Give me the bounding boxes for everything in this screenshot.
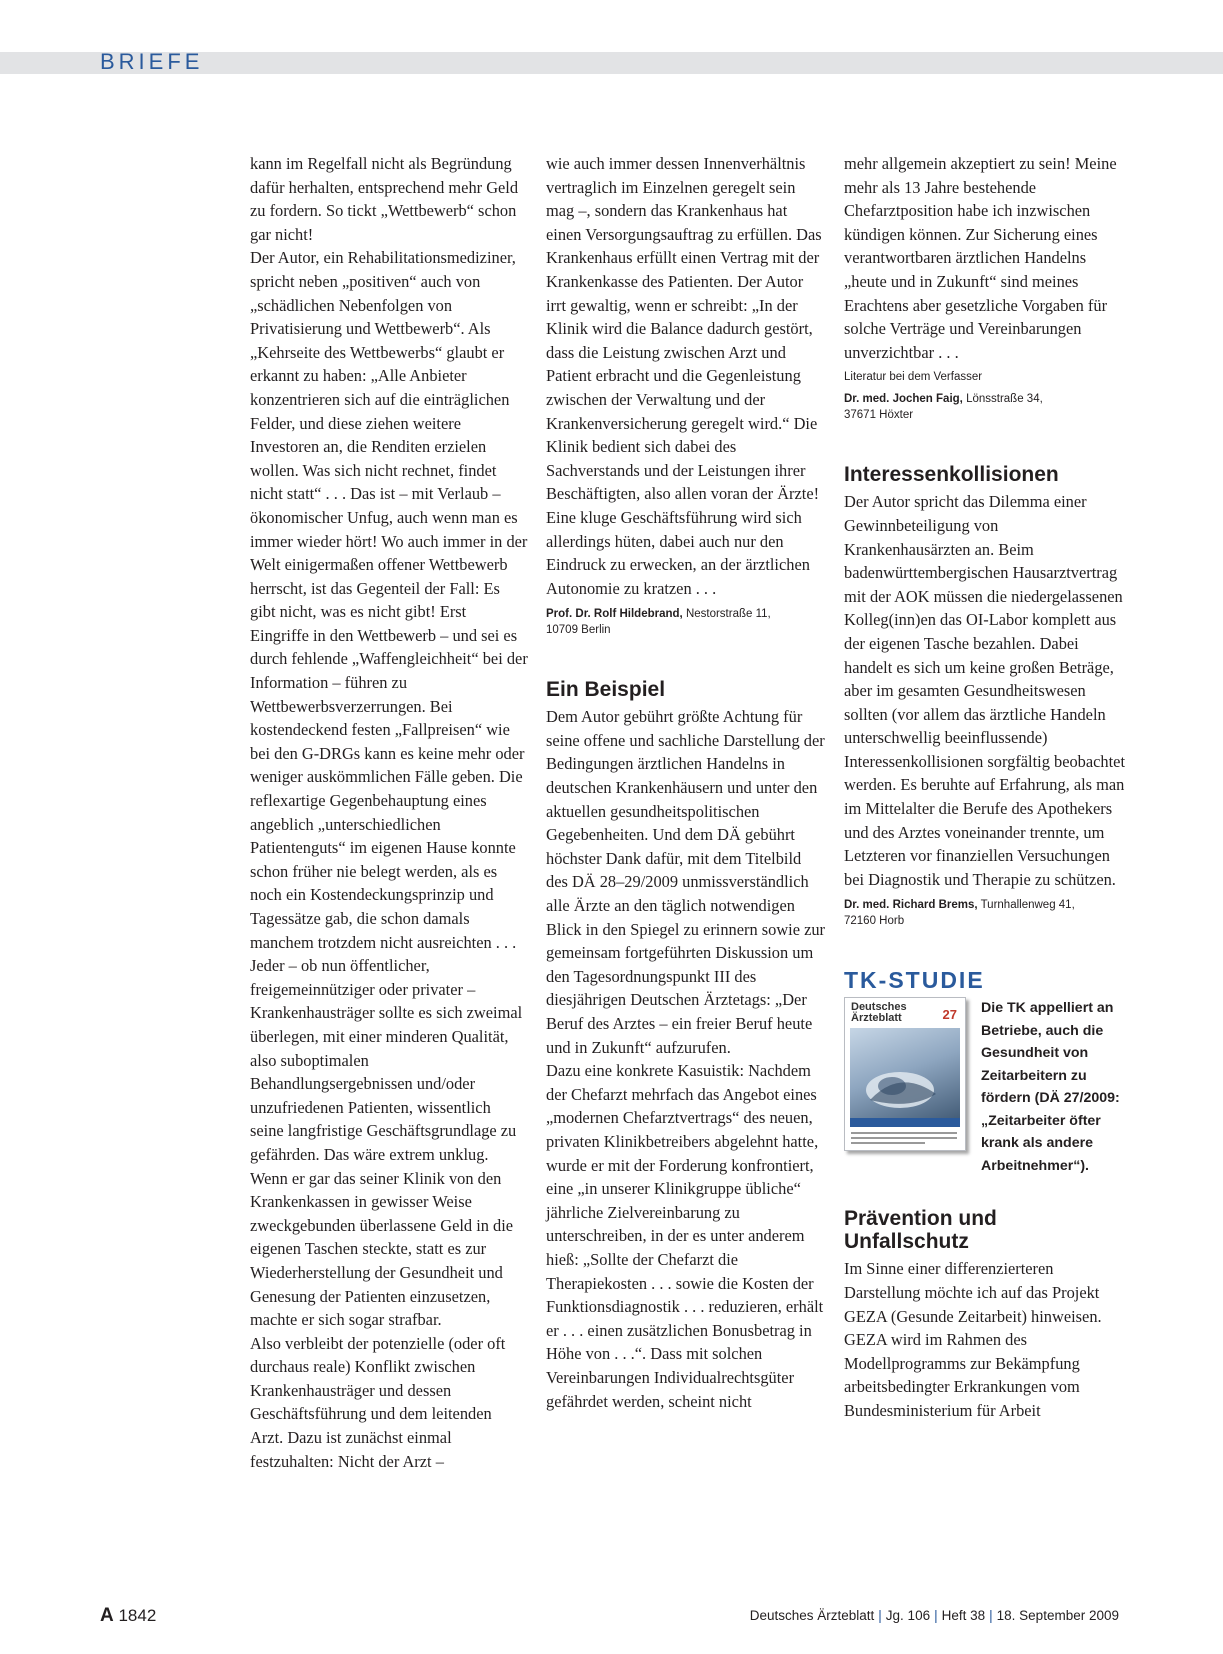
page-number-value: 1842: [118, 1606, 157, 1625]
tk-studie-box: [844, 997, 1126, 1185]
letter-signature: [546, 606, 826, 638]
cover-photo: [850, 1028, 960, 1126]
journal-footer: [750, 1608, 1119, 1623]
letter-heading: Interessenkollisionen: [844, 463, 1059, 487]
cover-title: Deutsches Ärzteblatt: [851, 1001, 907, 1025]
separator: |: [989, 1608, 993, 1623]
magazine-cover-image: [844, 997, 966, 1151]
cover-text-lines: [851, 1132, 957, 1147]
signature-city: 72160 Horb: [844, 915, 905, 928]
paragraph: Der Autor spricht das Dilemma einer Gewinnbeteiligung von Krankenhausärzten an. Beim badenwürttembergischen Hausarztvertrag mit der AOK müssen die niedergelassenen Kolleg(inn)en das OI-Labor komplett aus der eigenen Tasche bezahlen. Dabei handelt es sich um keine großen Beträge, aber im gesamten Gesundheitswesen sollten (vor allem das ärztliche Handeln unterschwellig beeinflussende) Interessenkollisionen sorgfältig beobachtet werden. Es beruhte auf Erfahrung, als man im Mittelalter die Berufe des Apothekers und des Arztes voneinander trennte, um Letzteren vor finanziellen Versuchungen bei Diagnostik und Therapie zu schützen.: [844, 492, 1125, 889]
signature-address: Nestorstraße 11,: [685, 608, 771, 621]
signature-name: Dr. med. Jochen Faig,: [844, 393, 963, 406]
section-label: BRIEFE: [100, 49, 204, 74]
column-1: [250, 152, 528, 1473]
signature-city: 10709 Berlin: [546, 624, 611, 637]
journal-volume: Jg. 106: [885, 1608, 931, 1623]
paragraph: Dem Autor gebührt größte Achtung für seine offene und sachliche Darstellung der Bedingungen ärztlichen Handelns in deutschen Krankenhäusern und unter den aktuellen gesundheitspolitischen Gegebenheiten. Und dem DÄ gebührt höchster Dank dafür, mit dem Titelbild des DÄ 28–29/2009 unmissverständlich alle Ärzte an den täglich notwendigen Blick in den Spiegel zu erinnern sowie zur gemeinsam fortgeführten Diskussion um den Tagesordnungspunkt III des diesjährigen Deutschen Ärztetags: „Der Beruf des Arztes – ein freier Beruf heute und in Zukunft“ aufzurufen.: [546, 707, 826, 1057]
separator: |: [878, 1608, 882, 1623]
page-number: [100, 1605, 156, 1627]
paragraph: kann im Regelfall nicht als Begründung dafür herhalten, entsprechend mehr Geld zu fordern. So tickt „Wettbewerb“ schon gar nicht!: [250, 154, 519, 244]
paragraph: Der Autor, ein Rehabilitationsmediziner, spricht neben „positiven“ auch von „schädlichen Nebenfolgen von Privatisierung und Wettbewerb“. Als „Kehrseite des Wettbewerbs“ glaubt er erkannt zu haben: „Alle Anbieter konzentrieren sich auf die einträglichen Felder, und diese ziehen weitere Investoren an, die Renditen erzielen wollen. Was sich nicht rechnet, findet nicht statt“ . . . Das ist – mit Verlaub – ökonomischer Unfug, auch wenn man es immer wieder hört! Wo auch immer in der Welt einigermaßen offener Wettbewerb herrscht, ist das Gegenteil der Fall: Es gibt nicht, was es nicht gibt! Erst Eingriffe in den Wettbewerb – und sei es durch fehlende „Waffengleichheit“ bei der Information – führen zu Wettbewerbsverzerrungen. Bei kostendeckend festen „Fallpreisen“ wie bei den G-DRGs kann es keine mehr oder weniger auskömmlichen Fälle geben. Die reflexartige Gegenbehauptung eines angeblich „unterschiedlichen Patientenguts“ im eigenen Hause konnte schon früher nie belegt werden, als es noch ein Kostendeckungsprinzip und Tagessätze gab, die schon damals manchem trotzdem nicht ausreichten . . .: [250, 248, 528, 952]
letter-heading: Prävention und Unfallschutz: [844, 1207, 997, 1254]
letter-signature: [844, 897, 1126, 929]
signature-city: 37671 Höxter: [844, 409, 914, 422]
signature-address: Turnhallenweg 41,: [980, 899, 1075, 912]
column-3: [844, 152, 1126, 1423]
signature-name: Prof. Dr. Rolf Hildebrand,: [546, 608, 683, 621]
cover-issue-number: 27: [942, 1007, 957, 1023]
journal-issue: Heft 38: [941, 1608, 986, 1623]
cover-band: [850, 1118, 960, 1127]
literature-note: Literatur bei dem Verfasser: [844, 371, 983, 384]
letter-signature: [844, 391, 1126, 423]
tk-studie-text: Die TK appelliert an Betriebe, auch die Gesundheit von Zeitarbeitern zu fördern (DÄ 27/2009: „Zeitarbeiter öfter krank als andere Arbeitnehmer“).: [981, 1000, 1120, 1174]
tk-studie-heading: TK-STUDIE: [844, 967, 985, 994]
signature-address: Lönsstraße 34,: [966, 393, 1043, 406]
paragraph: Jeder – ob nun öffentlicher, freigemeinnütziger oder privater – Krankenhausträger sollte es sich zweimal überlegen, mit einer minderen Qualität, also suboptimalen Behandlungsergebnissen und/oder unzufriedenen Patienten, wissentlich seine langfristige Geschäftsgrundlage zu gefährden. Das wäre extrem unklug. Wenn er gar das seiner Klinik von den Krankenkassen in gewisser Weise zweckgebunden überlassene Geld in die eigenen Taschen steckte, statt es zur Wiederherstellung der Gesundheit und Genesung der Patienten einzusetzen, machte er sich sogar strafbar.: [250, 956, 523, 1330]
cover-photo-art: [850, 1028, 960, 1126]
journal-name: Deutsches Ärzteblatt: [749, 1608, 875, 1623]
letter-heading: Ein Beispiel: [546, 678, 666, 702]
page-letter: A: [100, 1605, 114, 1626]
paragraph: wie auch immer dessen Innenverhältnis vertraglich im Einzelnen geregelt sein mag –, sondern das Krankenhaus hat einen Versorgungsauftrag zu erfüllen. Das Krankenhaus erfüllt einen Vertrag mit der Krankenkasse des Patienten. Der Autor irrt gewaltig, wenn er schreibt: „In der Klinik wird die Balance dadurch gestört, dass die Leistung zwischen Arzt und Patient erbracht und die Gegenleistung zwischen der Verwaltung und der Krankenversicherung geregelt wird.“ Die Klinik bedient sich dabei des Sachverstands und der Leistungen ihrer Beschäftigten, also allen voran der Ärzte! Eine kluge Geschäftsführung wird sich allerdings hüten, dabei auch nur den Eindruck zu erwecken, an der ärztlichen Autonomie zu kratzen . . .: [546, 154, 822, 598]
signature-name: Dr. med. Richard Brems,: [844, 899, 978, 912]
journal-date: 18. September 2009: [996, 1608, 1119, 1623]
separator: |: [934, 1608, 938, 1623]
paragraph: mehr allgemein akzeptiert zu sein! Meine mehr als 13 Jahre bestehende Chefarztposition habe ich inzwischen kündigen können. Zur Sicherung eines verantwortbaren ärztlichen Handelns „heute und in Zukunft“ sind meines Erachtens aber gesetzliche Vorgaben für solche Verträge und Vereinbarungen unverzichtbar . . .: [844, 154, 1117, 362]
paragraph: Also verbleibt der potenzielle (oder oft durchaus reale) Konflikt zwischen Krankenhausträger und dessen Geschäftsführung und dem leitenden Arzt. Dazu ist zunächst einmal festzuhalten: Nicht der Arzt –: [250, 1333, 506, 1471]
paragraph: Im Sinne einer differenzierteren Darstellung möchte ich auf das Projekt GEZA (Gesunde Zeitarbeit) hinweisen. GEZA wird im Rahmen des Modellprogramms zur Bekämpfung arbeitsbedingter Erkrankungen vom Bundesministerium für Arbeit: [844, 1259, 1102, 1420]
column-2: [546, 152, 826, 1413]
paragraph: Dazu eine konkrete Kasuistik: Nachdem der Chefarzt mehrfach das Angebot eines „modernen Chefarztvertrags“ des neuen, privaten Klinikbetreibers abgelehnt hatte, wurde er mit der Forderung konfrontiert, eine „in unserer Klinikgruppe übliche“ jährliche Zielvereinbarung zu unterschreiben, in der es unter anderem hieß: „Sollte der Chefarzt die Therapiekosten . . . sowie die Kosten der Funktionsdiagnostik . . . reduzieren, erhält er . . . einen zusätzlichen Bonusbetrag in Höhe von . . .“. Dass mit solchen Vereinbarungen Individualrechtsgüter gefährdet werden, scheint nicht: [546, 1061, 824, 1411]
